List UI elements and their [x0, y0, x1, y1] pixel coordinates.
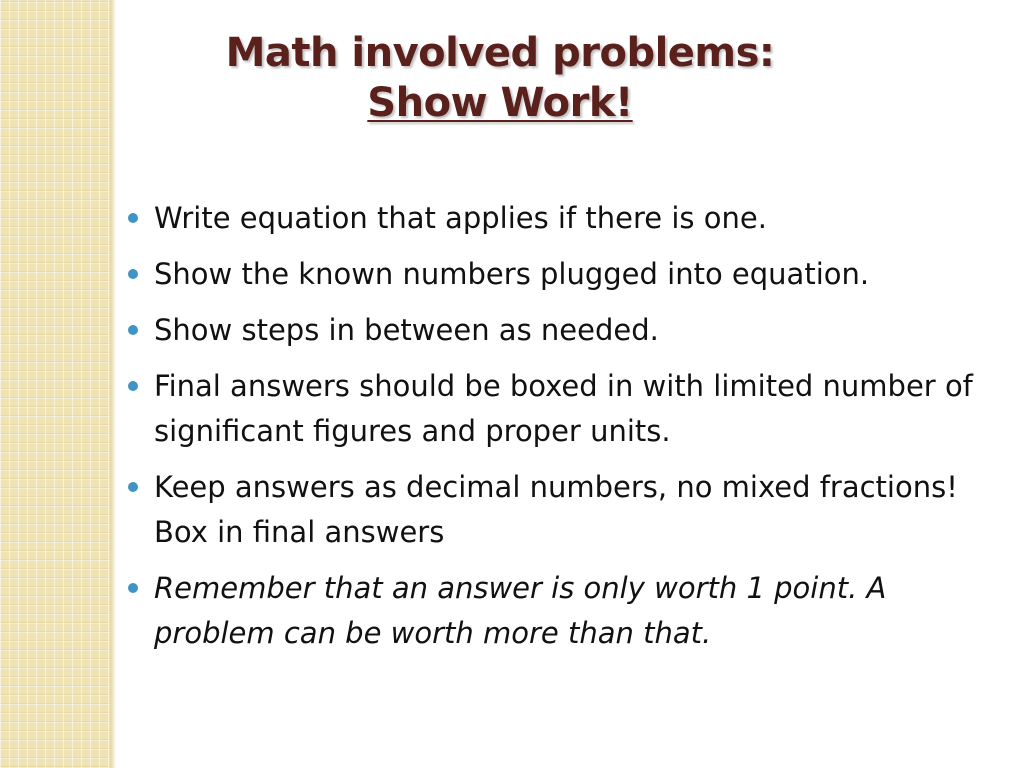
bullet-item — [124, 364, 984, 454]
bullet-dot-icon — [128, 583, 138, 593]
bullet-item — [124, 566, 984, 656]
title-line-1: Math involved problems: — [225, 30, 775, 76]
bullet-dot-icon — [128, 381, 138, 391]
bullet-text: Write equation that applies if there is one. — [154, 201, 767, 235]
decorative-side-pattern — [0, 0, 110, 768]
bullet-dot-icon — [128, 213, 138, 223]
bullet-text: Final answers should be boxed in with limited number of significant figures and proper units. — [154, 369, 973, 448]
bullet-dot-icon — [128, 482, 138, 492]
bullet-item — [124, 465, 984, 555]
bullet-list — [124, 196, 984, 667]
bullet-dot-icon — [128, 325, 138, 335]
bullet-dot-icon — [128, 269, 138, 279]
bullet-item — [124, 252, 984, 297]
bullet-text: Show the known numbers plugged into equation. — [154, 257, 870, 291]
bullet-item — [124, 196, 984, 241]
bullet-text: Keep answers as decimal numbers, no mixed fractions! Box in final answers — [154, 470, 958, 549]
bullet-item — [124, 308, 984, 353]
decorative-side-edge — [110, 0, 116, 768]
title-line-2: Show Work! — [367, 80, 633, 126]
bullet-text: Remember that an answer is only worth 1 point. A problem can be worth more than that. — [154, 571, 887, 650]
bullet-text: Show steps in between as needed. — [154, 313, 659, 347]
slide-title — [150, 28, 850, 128]
